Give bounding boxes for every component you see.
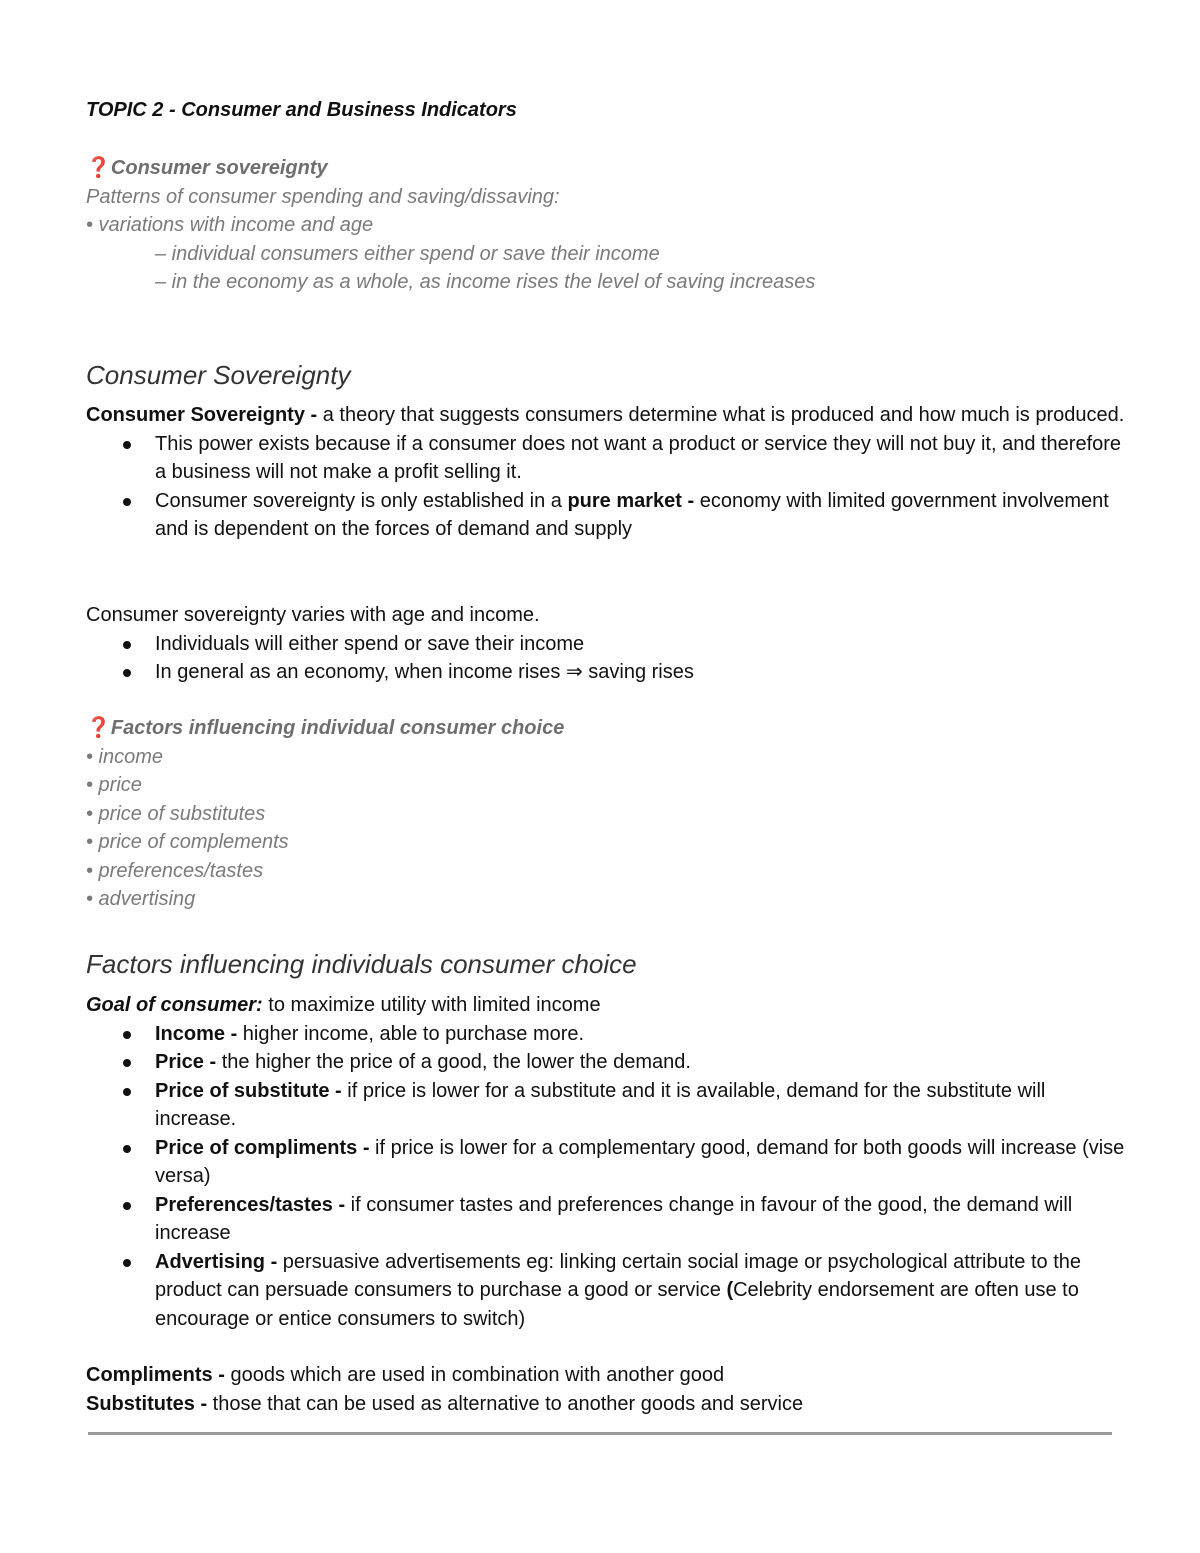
list-item: Income - higher income, able to purchase more. xyxy=(86,1020,1126,1049)
compliments-definition: Compliments - goods which are used in combination with another good xyxy=(86,1364,725,1386)
question-mark-icon: ❓ xyxy=(86,157,111,179)
list-item: This power exists because if a consumer does not want a product or service they will not buy it, and therefore a business will not make a profit selling it. xyxy=(86,430,1126,487)
list-item: Individuals will either spend or save their income xyxy=(86,630,1126,659)
grey-line: • advertising xyxy=(86,888,196,910)
list-item: Price of substitute - if price is lower for a substitute and it is available, demand for the substitute will increase. xyxy=(86,1077,1126,1134)
grey-line: • income xyxy=(86,745,164,768)
factors-body xyxy=(86,991,1126,1333)
list-item: Price of compliments - if price is lower for a complementary good, demand for both goods will increase (vise versa) xyxy=(86,1134,1126,1191)
grey-line: • variations with income and age xyxy=(86,214,374,236)
section-title-consumer-sovereignty: Consumer Sovereignty xyxy=(86,360,351,390)
question-block-sovereignty xyxy=(86,154,1126,297)
section-title-factors: Factors influencing individuals consumer choice xyxy=(86,949,637,979)
list-item: Advertising - persuasive advertisements eg: linking certain social image or psychological attribute to the product can persuade consumers to purchase a good or service (Celebrity endorsement are often use to encourage or entice consumers to switch) xyxy=(86,1248,1126,1334)
question-heading: ❓Factors influencing individual consumer choice xyxy=(86,717,565,739)
consumer-sovereignty-body xyxy=(86,401,1126,544)
grey-line: – in the economy as a whole, as income rises the level of saving increases xyxy=(155,271,816,293)
horizontal-rule xyxy=(88,1432,1112,1435)
grey-line: • price of complements xyxy=(86,831,289,853)
grey-line: • price xyxy=(86,774,142,796)
list-item: In general as an economy, when income rises ⇒ saving rises xyxy=(86,658,1126,687)
grey-line: Patterns of consumer spending and saving/dissaving: xyxy=(86,185,560,208)
age-income-paragraph xyxy=(86,601,1126,687)
question-block-factors xyxy=(86,714,1126,914)
topic-title: TOPIC 2 - Consumer and Business Indicators xyxy=(86,99,517,121)
substitutes-definition: Substitutes - those that can be used as alternative to another goods and service xyxy=(86,1392,804,1415)
list-item: Price - the higher the price of a good, the lower the demand. xyxy=(86,1048,1126,1077)
paragraph: Consumer sovereignty varies with age and income. xyxy=(86,604,540,626)
definition-paragraph: Consumer Sovereignty - a theory that suggests consumers determine what is produced and how much is produced. xyxy=(86,404,1125,426)
question-heading: ❓Consumer sovereignty xyxy=(86,157,328,179)
question-mark-icon: ❓ xyxy=(86,717,111,739)
grey-line: – individual consumers either spend or save their income xyxy=(155,242,660,265)
grey-line: • preferences/tastes xyxy=(86,859,264,882)
definitions xyxy=(86,1361,1126,1418)
list-item: Consumer sovereignty is only established in a pure market - economy with limited government involvement and is dependent on the forces of demand and supply xyxy=(86,487,1126,544)
list-item: Preferences/tastes - if consumer tastes and preferences change in favour of the good, the demand will increase xyxy=(86,1191,1126,1248)
goal-line: Goal of consumer: to maximize utility with limited income xyxy=(86,994,601,1016)
grey-line: • price of substitutes xyxy=(86,802,266,825)
